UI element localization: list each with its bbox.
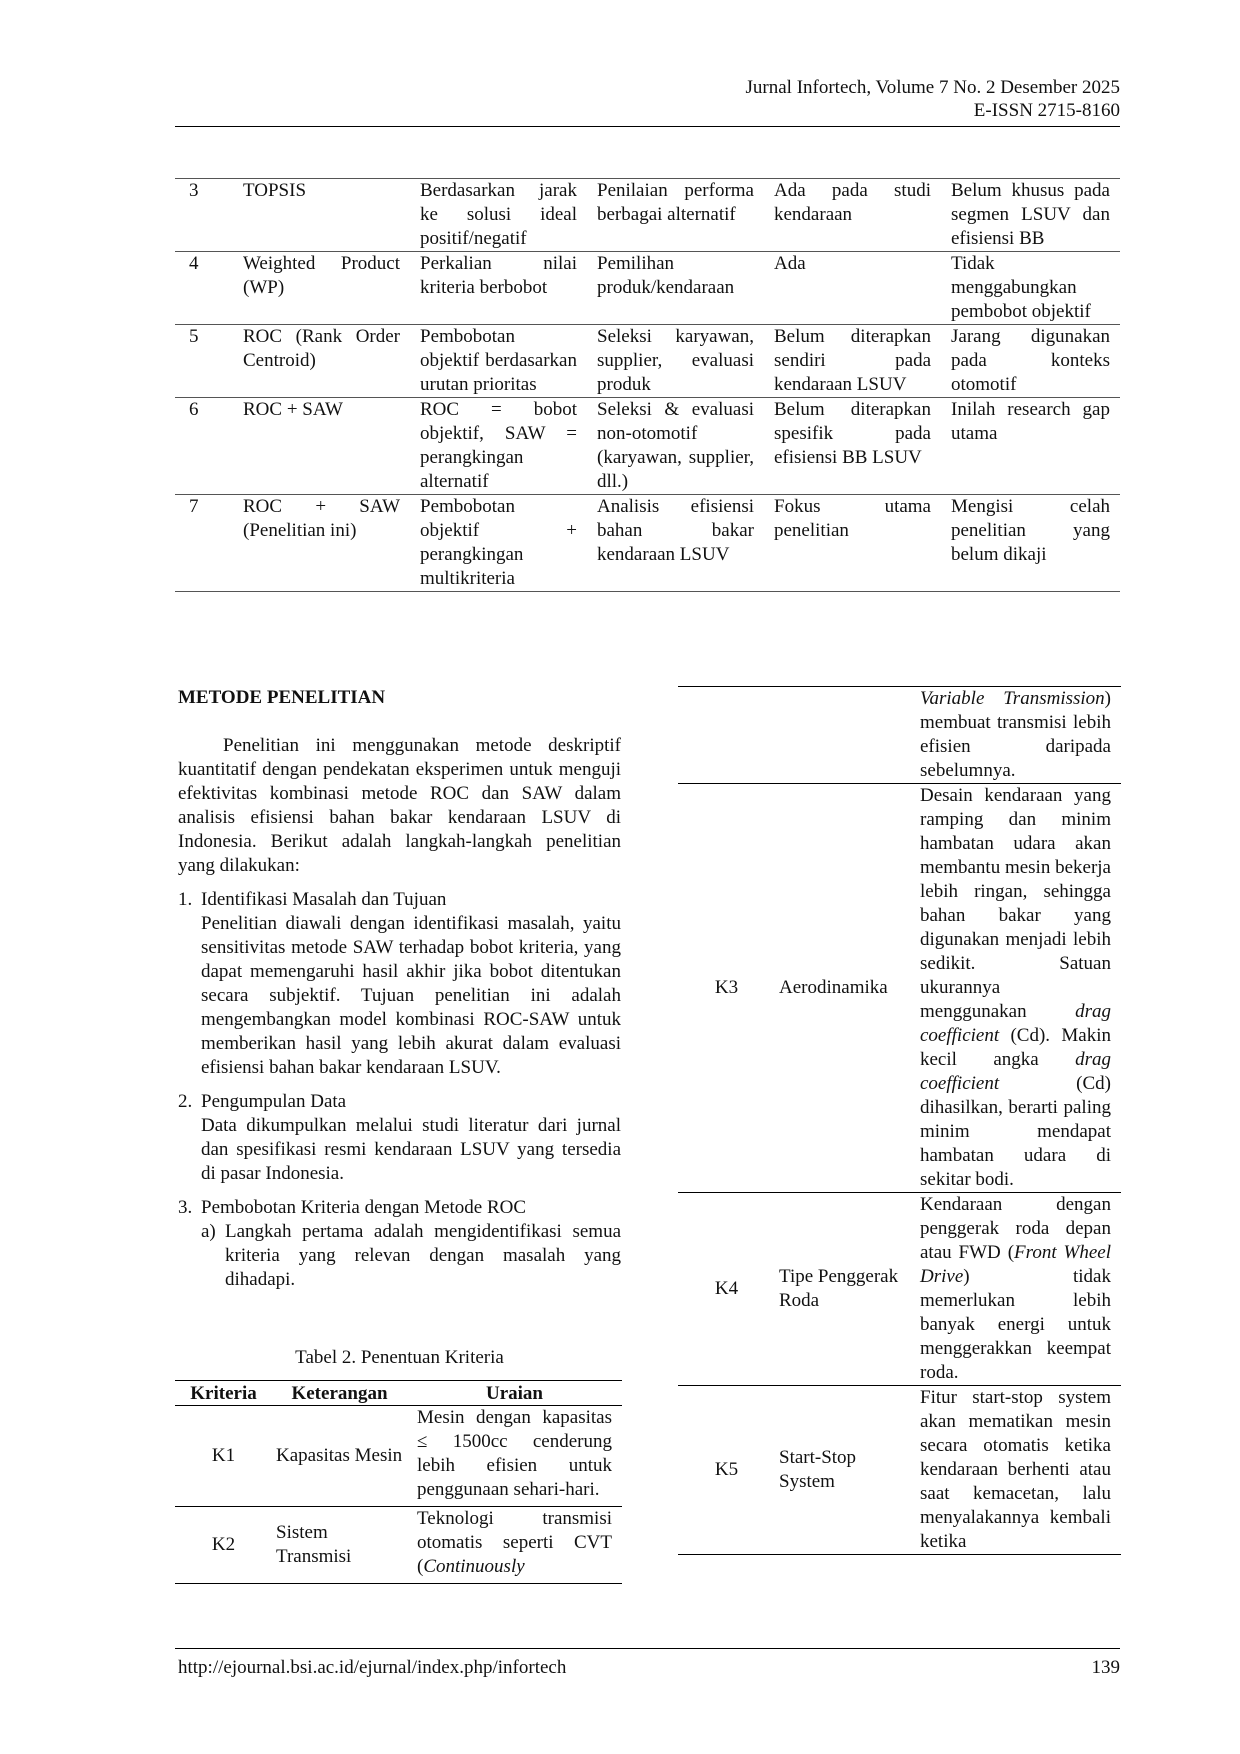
section-title: METODE PENELITIAN: [178, 687, 386, 708]
criteria-name: Kapasitas Mesin: [272, 1406, 407, 1507]
intro-paragraph: Penelitian ini menggunakan metode deskriptif kuantitatif dengan pendekatan eksperimen untuk menguji efektivitas kombinasi metode ROC dan SAW dalam analisis efisiensi bahan bakar kendaraan LSUV di Indonesia. Berikut adalah langkah-langkah penelitian yang dilakukan:: [178, 735, 621, 876]
method-basis: Perkalian nilai kriteria berbobot: [410, 252, 587, 325]
method-usage: Penilaian performa berbagai alternatif: [587, 179, 764, 252]
research-note: Mengisi celah penelitian yang belum dikaji: [941, 495, 1120, 592]
comparison-table: [175, 178, 1120, 592]
step-number: 2.: [178, 1091, 193, 1112]
table-row: [175, 398, 1120, 495]
journal-title: Jurnal Infortech, Volume 7 No. 2 Desember 2025: [745, 77, 1120, 98]
criteria-description: Desain kendaraan yang ramping dan minim hambatan udara akan membantu mesin bekerja lebih ringan, sehingga bahan bakar yang digunakan menjadi lebih sedikit. Satuan ukurannya menggunakan drag coefficient (Cd). Makin kecil angka drag coefficient (Cd) dihasilkan, berarti paling minim mendapat hambatan udara di sekitar bodi.: [910, 784, 1121, 1193]
table-row: [175, 1406, 622, 1507]
criteria-code: K4: [678, 1193, 775, 1386]
criteria-name: Aerodinamika: [775, 784, 910, 1193]
table-row: [175, 495, 1120, 592]
table-caption: Tabel 2. Penentuan Kriteria: [295, 1347, 504, 1368]
criteria-code: K5: [678, 1386, 775, 1555]
table-row: [678, 1193, 1121, 1386]
step-title: Identifikasi Masalah dan Tujuan: [201, 889, 447, 910]
step-item: [178, 888, 621, 1080]
criteria-name: Tipe Penggerak Roda: [775, 1193, 910, 1386]
criteria-name: Start-Stop System: [775, 1386, 910, 1555]
research-note: Tidak menggabungkan pembobot objektif: [941, 252, 1120, 325]
step-number: 3.: [178, 1197, 193, 1218]
method-usage: Pemilihan produk/kendaraan: [587, 252, 764, 325]
method-name: ROC + SAW: [233, 398, 410, 495]
criteria-description: Kendaraan dengan penggerak roda depan atau FWD (Front Wheel Drive) tidak memerlukan lebih banyak energi untuk menggerakkan keempat roda.: [910, 1193, 1121, 1386]
sub-step: [201, 1220, 621, 1292]
table-row: [175, 1507, 622, 1584]
criteria-description: Teknologi transmisi otomatis seperti CVT (Continuously: [407, 1507, 622, 1584]
footer-url: http://ejournal.bsi.ac.id/ejurnal/index.php/infortech: [178, 1657, 567, 1678]
header-kriteria: Kriteria: [175, 1381, 272, 1406]
step-title: Pembobotan Kriteria dengan Metode ROC: [201, 1197, 527, 1218]
method-usage: Analisis efisiensi bahan bakar kendaraan LSUV: [587, 495, 764, 592]
table-row: [175, 252, 1120, 325]
method-usage: Seleksi & evaluasi non-otomotif (karyawan, supplier, dll.): [587, 398, 764, 495]
row-number: 3: [175, 179, 233, 252]
header-rule: [175, 126, 1120, 127]
research-note: Jarang digunakan pada konteks otomotif: [941, 325, 1120, 398]
step-item: [178, 1196, 621, 1292]
header-keterangan: Keterangan: [272, 1381, 407, 1406]
method-basis: Pembobotan objektif berdasarkan urutan prioritas: [410, 325, 587, 398]
table-row: [678, 784, 1121, 1193]
table-row: [678, 687, 1121, 784]
left-column: [178, 734, 621, 1302]
header-uraian: Uraian: [407, 1381, 622, 1406]
method-usage: Seleksi karyawan, supplier, evaluasi produk: [587, 325, 764, 398]
table-row: [175, 325, 1120, 398]
criteria-description: Mesin dengan kapasitas ≤ 1500cc cenderung lebih efisien untuk penggunaan sehari-hari.: [407, 1406, 622, 1507]
research-note: Inilah research gap utama: [941, 398, 1120, 495]
journal-header: [746, 76, 1120, 122]
study-status: Belum diterapkan sendiri pada kendaraan LSUV: [764, 325, 941, 398]
study-status: Ada pada studi kendaraan: [764, 179, 941, 252]
step-description: Penelitian diawali dengan identifikasi masalah, yaitu sensitivitas metode SAW terhadap bobot kriteria, yang dapat memengaruhi hasil akhir jika bobot ditentukan secara subjektif. Tujuan penelitian ini adalah mengembangkan model kombinasi ROC-SAW untuk memberikan hasil yang lebih akurat dalam evaluasi efisiensi bahan bakar kendaraan LSUV.: [201, 913, 621, 1078]
method-name: TOPSIS: [233, 179, 410, 252]
research-note: Belum khusus pada segmen LSUV dan efisiensi BB: [941, 179, 1120, 252]
row-number: 7: [175, 495, 233, 592]
criteria-code: K1: [175, 1406, 272, 1507]
method-name: ROC (Rank Order Centroid): [233, 325, 410, 398]
criteria-name: Sistem Transmisi: [272, 1507, 407, 1584]
method-basis: Berdasarkan jarak ke solusi ideal positif/negatif: [410, 179, 587, 252]
criteria-table-continued: [678, 686, 1121, 1555]
journal-issn: E-ISSN 2715-8160: [973, 100, 1120, 121]
criteria-description: Variable Transmission) membuat transmisi lebih efisien daripada sebelumnya.: [910, 687, 1121, 784]
method-basis: Pembobotan objektif + perangkingan multikriteria: [410, 495, 587, 592]
footer-rule: [175, 1648, 1120, 1649]
row-number: 5: [175, 325, 233, 398]
study-status: Fokus utama penelitian: [764, 495, 941, 592]
method-name: ROC + SAW (Penelitian ini): [233, 495, 410, 592]
step-item: [178, 1090, 621, 1186]
steps-list: [178, 888, 621, 1292]
study-status: Ada: [764, 252, 941, 325]
step-title: Pengumpulan Data: [201, 1091, 347, 1112]
row-number: 4: [175, 252, 233, 325]
method-name: Weighted Product (WP): [233, 252, 410, 325]
table-row: [175, 179, 1120, 252]
criteria-table: [175, 1380, 622, 1584]
criteria-code: K2: [175, 1507, 272, 1584]
criteria-code: K3: [678, 784, 775, 1193]
sub-step-text: Langkah pertama adalah mengidentifikasi semua kriteria yang relevan dengan masalah yang dihadapi.: [225, 1221, 621, 1290]
table-row: [678, 1386, 1121, 1555]
study-status: Belum diterapkan spesifik pada efisiensi BB LSUV: [764, 398, 941, 495]
page-number: 139: [1091, 1657, 1120, 1678]
step-number: 1.: [178, 889, 193, 910]
criteria-description: Fitur start-stop system akan mematikan mesin secara otomatis ketika kendaraan berhenti atau saat kemacetan, lalu menyalakannya kembali ketika: [910, 1386, 1121, 1555]
row-number: 6: [175, 398, 233, 495]
step-description: Data dikumpulkan melalui studi literatur dari jurnal dan spesifikasi resmi kendaraan LSUV yang tersedia di pasar Indonesia.: [201, 1115, 621, 1184]
method-basis: ROC = bobot objektif, SAW = perangkingan alternatif: [410, 398, 587, 495]
sub-step-label: a): [201, 1221, 216, 1242]
